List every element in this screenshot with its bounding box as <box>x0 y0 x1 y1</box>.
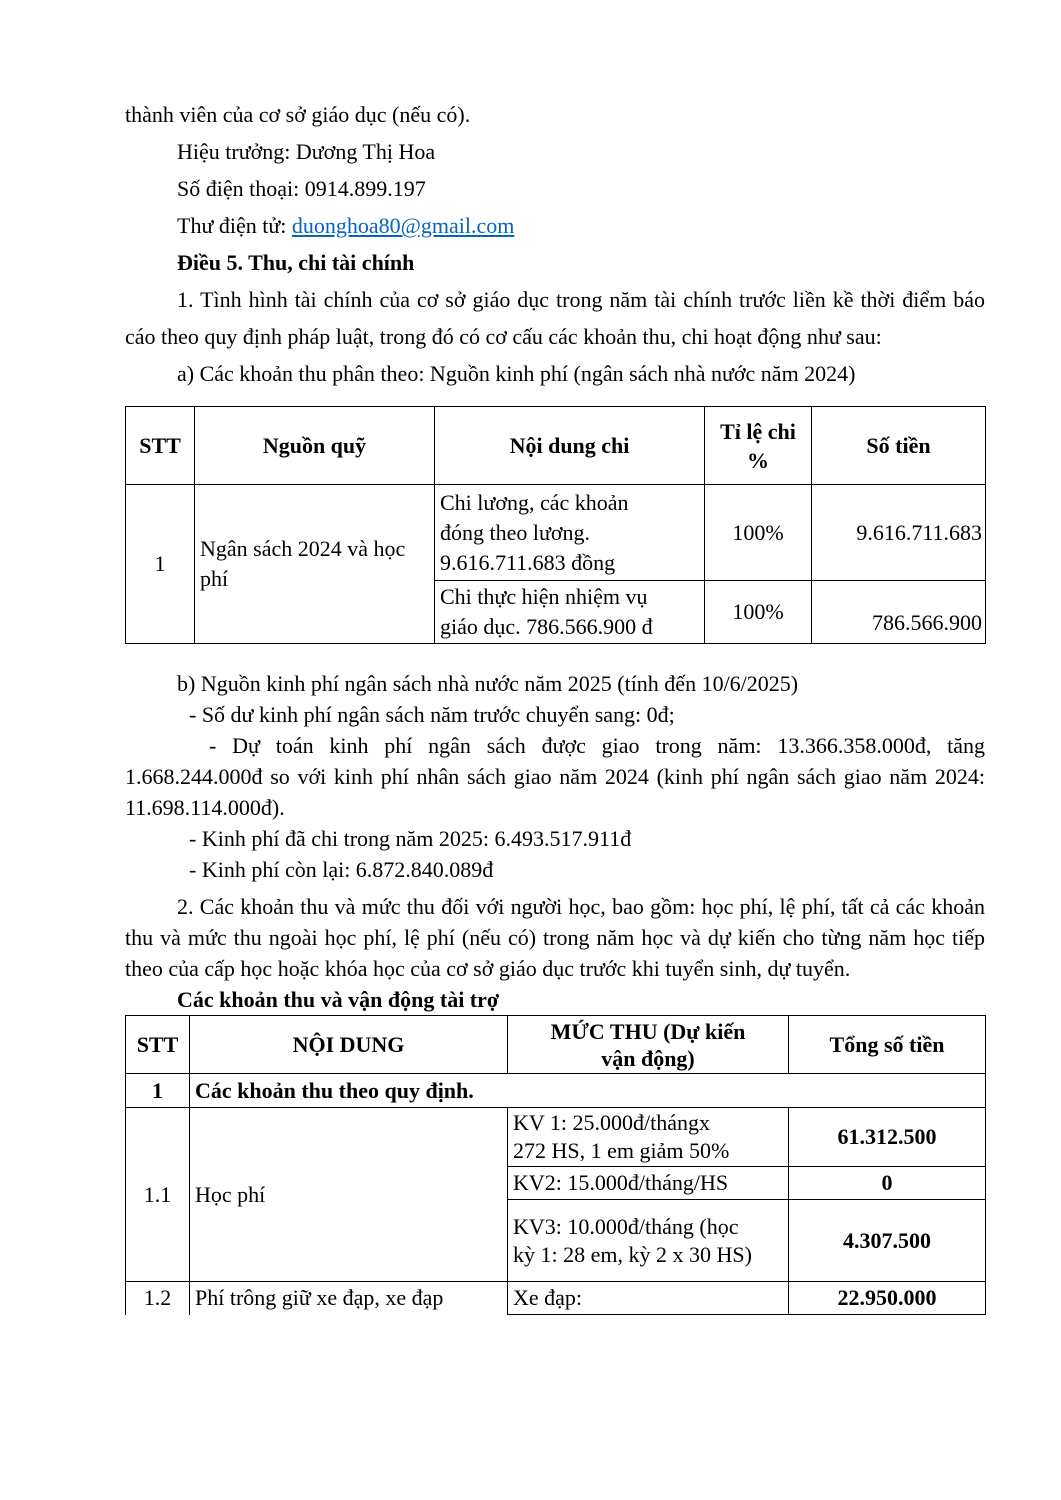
section-label: Các khoản thu theo quy định. <box>190 1074 986 1108</box>
email-label: Thư điện tử: <box>177 213 292 238</box>
paragraph-2: 2. Các khoản thu và mức thu đối với người học, bao gồm: học phí, lệ phí, tất cả các khoản thu và mức thu ngoài học phí, lệ phí (nếu có) trong năm học và dự kiến cho từng năm học tiếp theo của cấp học hoặc khóa học của cơ sở giáo dục trước khi tuyển sinh, dự tuyển. <box>125 894 985 981</box>
article5-heading: Điều 5. Thu, chi tài chính <box>177 250 415 275</box>
cell-amount: 9.616.711.683 <box>812 485 986 581</box>
revenue-table <box>125 1015 986 1315</box>
cell-muc-thu <box>508 1200 789 1282</box>
cell-total: 0 <box>789 1167 986 1200</box>
paragraph-1: 1. Tình hình tài chính của cơ sở giáo dục trong năm tài chính trước liền kề thời điểm báo cáo theo quy định pháp luật, trong đó có cơ cấu các khoản thu, chi hoạt động như sau: <box>125 287 985 349</box>
funding-table-header-row <box>126 407 986 485</box>
header-noi-dung-chi: Nội dung chi <box>435 407 705 485</box>
body-line-members: thành viên của cơ sở giáo dục (nếu có). <box>125 102 471 127</box>
cell-total: 4.307.500 <box>789 1200 986 1282</box>
cell-stt: 1.1 <box>126 1108 190 1282</box>
expense-text: Chi thực hiện nhiệm vụ giáo dục. 786.566.900 đ <box>440 584 653 639</box>
cell-expense-content <box>435 581 705 644</box>
email-link[interactable]: duonghoa80@gmail.com <box>291 213 515 238</box>
cell-amount: 786.566.900 <box>812 581 986 644</box>
email-line <box>125 207 985 244</box>
header-noi-dung: NỘI DUNG <box>190 1016 508 1074</box>
header-muc-thu-text: MỨC THU (Dự kiến vận động) <box>550 1018 746 1071</box>
budget-balance-line: - Số dư kinh phí ngân sách năm trước chuyển sang: 0đ; <box>189 702 675 727</box>
principal-line: Hiệu trưởng: Dương Thị Hoa <box>177 139 436 164</box>
cell-muc-thu: KV2: 15.000đ/tháng/HS <box>508 1167 789 1200</box>
cell-stt: 1.2 <box>126 1282 190 1315</box>
table-row <box>126 1108 986 1167</box>
cell-funding-source: Ngân sách 2024 và học phí <box>195 485 435 644</box>
item-b-line: b) Nguồn kinh phí ngân sách nhà nước năm 2025 (tính đến 10/6/2025) <box>177 671 799 696</box>
cell-stt: 1 <box>126 485 195 644</box>
header-ti-le-chi: Tỉ lệ chi % <box>705 407 812 485</box>
budget-spent-line: - Kinh phí đã chi trong năm 2025: 6.493.517.911đ <box>189 826 632 851</box>
cell-ratio: 100% <box>705 581 812 644</box>
header-muc-thu <box>508 1016 789 1074</box>
cell-total: 22.950.000 <box>789 1282 986 1315</box>
funding-source-table <box>125 406 986 644</box>
table-row <box>126 485 986 581</box>
header-so-tien: Số tiền <box>812 407 986 485</box>
cell-stt: 1 <box>126 1074 190 1108</box>
header-stt: STT <box>126 407 195 485</box>
table-row <box>126 1282 986 1315</box>
section-row <box>126 1074 986 1108</box>
header-stt: STT <box>126 1016 190 1074</box>
cell-ratio: 100% <box>705 485 812 581</box>
cell-total: 61.312.500 <box>789 1108 986 1167</box>
muc-thu-text: KV 1: 25.000đ/thángx 272 HS, 1 em giảm 50% <box>513 1110 730 1163</box>
cell-item-label: Phí trông giữ xe đạp, xe đạp <box>190 1282 508 1315</box>
cell-item-label: Học phí <box>190 1108 508 1282</box>
cell-muc-thu: Xe đạp: <box>508 1282 789 1315</box>
budget-estimate-paragraph: - Dự toán kinh phí ngân sách được giao trong năm: 13.366.358.000đ, tăng 1.668.244.000đ so với kinh phí nhân sách giao năm 2024 (kinh phí ngân sách giao năm 2024: 11.698.114.000đ). <box>125 733 985 820</box>
cell-expense-content <box>435 485 705 581</box>
cell-muc-thu <box>508 1108 789 1167</box>
phone-line: Số điện thoại: 0914.899.197 <box>177 176 426 201</box>
muc-thu-text: KV3: 10.000đ/tháng (học kỳ 1: 28 em, kỳ 2 x 30 HS) <box>513 1213 752 1267</box>
revenue-table-header-row <box>126 1016 986 1074</box>
header-tong-so-tien: Tổng số tiền <box>789 1016 986 1074</box>
expense-text: Chi lương, các khoản đóng theo lương. 9.616.711.683 đồng <box>440 489 629 575</box>
header-nguon-quy: Nguồn quỹ <box>195 407 435 485</box>
item-a-line: a) Các khoản thu phân theo: Nguồn kinh phí (ngân sách nhà nước năm 2024) <box>177 361 856 386</box>
revenue-table-title: Các khoản thu và vận động tài trợ <box>177 987 500 1012</box>
budget-remaining-line: - Kinh phí còn lại: 6.872.840.089đ <box>189 857 494 882</box>
